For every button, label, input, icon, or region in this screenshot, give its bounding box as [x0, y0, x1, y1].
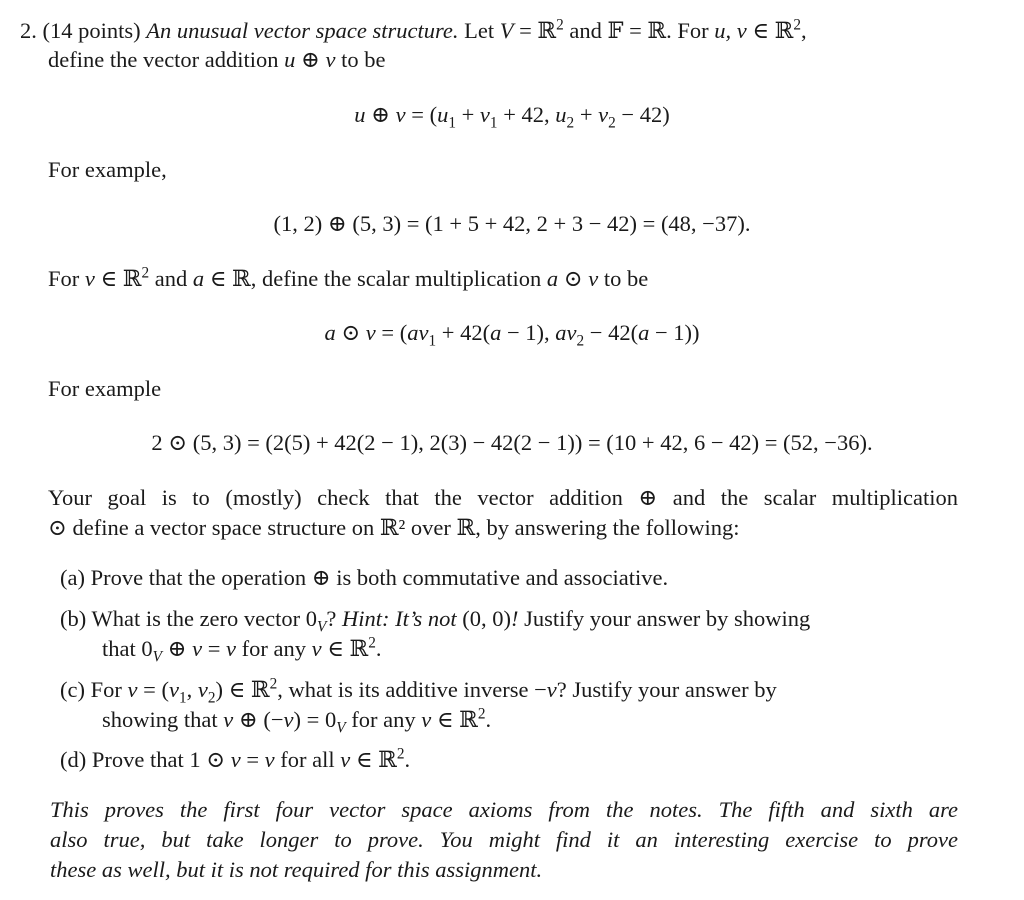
scalar-expr: a ⊙ v — [546, 266, 599, 291]
part-b-zero-pair: (0, 0)! — [462, 606, 519, 631]
part-d — [60, 745, 410, 775]
part-d-expr: 1 ⊙ v = v — [189, 747, 275, 772]
problem-title: An unusual vector space structure. — [146, 18, 459, 43]
part-c-label: (c) — [60, 677, 85, 702]
part-d-label: (d) — [60, 747, 87, 772]
problem-points: (14 points) — [42, 18, 141, 43]
part-c-text2: Justify your answer by — [572, 677, 777, 702]
scalar-formula: a ⊙ $v = (av_1 + 42(a - 1)$, $av_2 - 42(a - 1)$) — [324, 320, 700, 350]
problem-intro-for: For — [677, 18, 709, 43]
scalar-text: , define the scalar multiplication — [250, 266, 542, 291]
part-b-line2a: that — [102, 636, 136, 661]
goal-line-2: ⊙ define a vector space structure on ℝ² over ℝ, by answering the following: — [48, 515, 740, 540]
problem-intro-let: Let V = ℝ$^2$ — [464, 16, 564, 43]
part-c-neg: −v? — [534, 677, 567, 702]
scalar-v-in: v ∈ ℝ$^2$ — [84, 264, 150, 291]
part-c-vector: $v = (v_1$, $v_2$) ∈ ℝ$^2$, — [127, 675, 283, 707]
part-b-line-2 — [102, 634, 382, 664]
part-b-domain: v ∈ ℝ$^2$. — [311, 634, 382, 661]
part-c-text1: what is its additive inverse — [288, 677, 529, 702]
problem-intro-and: and — [569, 18, 602, 43]
part-c-line2a: showing that — [102, 707, 218, 732]
part-c-inverse: v ⊕ $(-v) = 0_V$ — [223, 707, 346, 737]
part-b-text1: What is the zero vector — [91, 606, 301, 631]
part-b-label: (b) — [60, 606, 87, 631]
example-2: 2 ⊙ (5, 3) = (2(5) + 42(2 − 1), 2(3) − 42(2 − 1)) = (10 + 42, 6 − 42) = (52, −36). — [151, 430, 873, 455]
definition-expr: u ⊕ v — [284, 47, 336, 72]
problem-intro-uv: u, v ∈ ℝ$^2$, — [714, 16, 807, 43]
part-a-label: (a) — [60, 565, 85, 590]
definition-line — [48, 45, 386, 75]
example-1: (1, 2) ⊕ (5, 3) = (1 + 5 + 42, 2 + 3 − 42) = (48, −37). — [273, 211, 751, 236]
part-a — [60, 563, 668, 593]
scalar-a-in: a ∈ ℝ — [192, 266, 251, 291]
scalar-definition-line — [48, 264, 648, 294]
definition-tail: to be — [341, 47, 386, 72]
closing-line-3: these as well, but it is not required for this assignment. — [50, 857, 543, 882]
problem-number: 2. — [20, 18, 37, 43]
part-a-text: Prove that the operation ⊕ is both commutative and associative. — [90, 565, 669, 590]
part-c-line-1 — [60, 675, 958, 705]
part-b-identity: $0_V$ ⊕ v = v — [141, 636, 237, 666]
addition-formula: u ⊕ $v = (u_1 + v_1 + 42$, $u_2 + v_2 - 42$) — [354, 102, 670, 132]
definition-text: define the vector addition — [48, 47, 279, 72]
part-b-line-1 — [60, 604, 958, 634]
scalar-tail: to be — [603, 266, 649, 291]
part-c-domain: v ∈ ℝ$^2$. — [421, 705, 492, 732]
goal-line-1: Your goal is to (mostly) check that the vector addition ⊕ and the scalar multiplication — [48, 485, 958, 510]
for-example-2: For example — [48, 376, 162, 401]
problem-intro-field: 𝔽 = ℝ. — [607, 18, 672, 43]
part-d-domain: v ∈ ℝ$^2$. — [340, 745, 411, 772]
closing-line-1: This proves the first four vector space axioms from the notes. The fifth and sixth are — [50, 797, 958, 822]
part-b-zero: $0_V$? — [305, 606, 337, 636]
part-c-for: For — [90, 677, 122, 702]
part-d-tail: for all — [280, 747, 335, 772]
scalar-and: and — [154, 266, 188, 291]
for-example-1: For example, — [48, 157, 167, 182]
part-b-hint: Hint: It’s not — [341, 606, 457, 631]
part-c-line-2 — [102, 705, 491, 735]
closing-line-2: also true, but take longer to prove. You might find it an interesting exercise to prove — [50, 827, 958, 852]
problem-header — [20, 16, 965, 46]
part-b-line2b: for any — [241, 636, 307, 661]
part-d-text: Prove that — [91, 747, 184, 772]
part-b-text2: Justify your answer by showing — [524, 606, 811, 631]
scalar-lead: For — [48, 266, 80, 291]
part-c-line2b: for any — [351, 707, 416, 732]
